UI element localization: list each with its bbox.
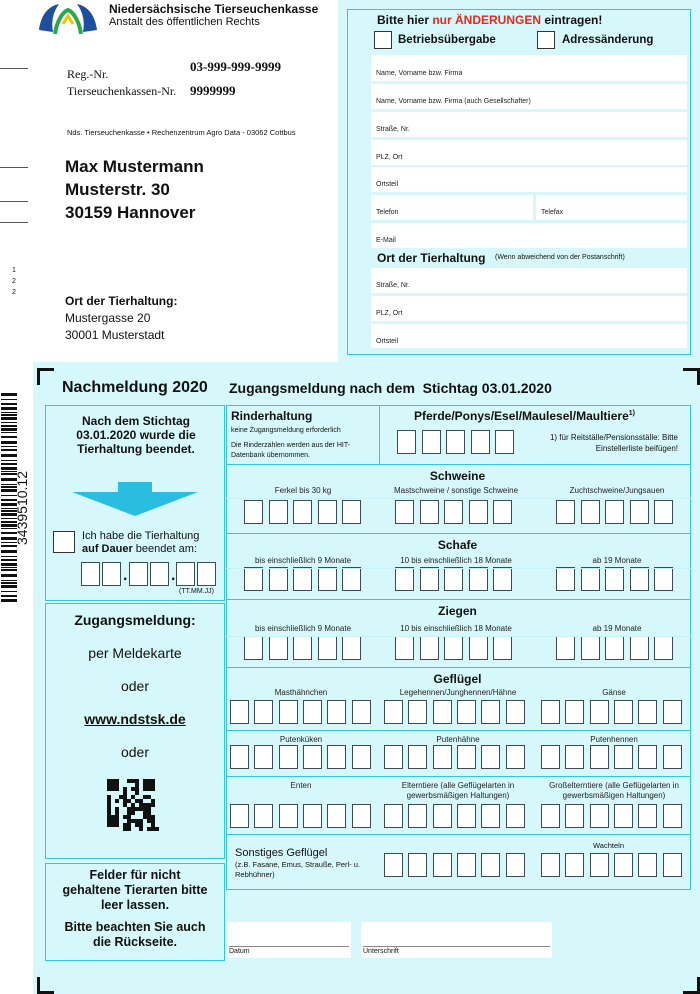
count-cell[interactable] <box>506 804 525 828</box>
reg-label: Reg.-Nr. <box>67 67 109 81</box>
margin-mark <box>0 201 28 202</box>
count-cell[interactable] <box>303 700 322 724</box>
count-cell[interactable] <box>541 804 560 828</box>
field-name-2[interactable] <box>371 84 687 109</box>
count-cell[interactable] <box>614 804 633 828</box>
divider <box>226 599 691 600</box>
divider <box>226 568 691 569</box>
count-cell[interactable] <box>638 745 657 769</box>
side-code-digit: 2 <box>12 278 16 285</box>
divider <box>226 667 691 668</box>
pferde-footnote-mark: 1) <box>628 410 635 417</box>
count-cell[interactable] <box>663 745 682 769</box>
zm-title: Zugangsmeldung: <box>74 612 196 628</box>
count-cell[interactable] <box>303 804 322 828</box>
count-cell[interactable] <box>420 500 439 524</box>
label-telefon: Telefon <box>376 209 399 216</box>
logo <box>33 0 103 37</box>
count-cell[interactable] <box>654 567 673 591</box>
count-cell[interactable] <box>433 745 452 769</box>
corner-mark <box>683 977 700 994</box>
count-cell[interactable] <box>630 636 649 660</box>
count-cell[interactable] <box>565 700 584 724</box>
divider <box>226 533 691 534</box>
barcode-number: 3439510.12 <box>14 471 30 545</box>
count-cell[interactable] <box>493 500 512 524</box>
count-cell[interactable] <box>244 636 263 660</box>
count-cell[interactable] <box>590 853 609 877</box>
count-cell[interactable] <box>663 700 682 724</box>
recipient-city: 30159 Hannover <box>65 203 196 222</box>
farm-location-title: Ort der Tierhaltung: <box>65 294 178 308</box>
column-label: ab 19 Monate <box>592 556 642 565</box>
count-cell[interactable] <box>590 745 609 769</box>
zm-line1: per Meldekarte <box>88 645 182 661</box>
label-adressaenderung: Adressänderung <box>562 34 654 46</box>
count-cell[interactable] <box>495 430 514 454</box>
rind-note2: Die Rinderzahlen werden aus der HIT-Datenbank übernommen. <box>231 442 351 459</box>
count-cell[interactable] <box>420 636 439 660</box>
count-cell[interactable] <box>244 500 263 524</box>
count-cell[interactable] <box>269 567 288 591</box>
count-cell[interactable] <box>581 567 600 591</box>
label-plz: PLZ, Ort <box>376 154 403 161</box>
side-code-digit: 2 <box>12 289 16 296</box>
column-label: ab 19 Monate <box>592 624 642 633</box>
return-address: Nds. Tierseuchenkasse • Rechenzentrum Agro Data - 03062 Cottbus <box>67 128 296 137</box>
label-name-2: Name, Vorname bzw. Firma (auch Gesellschafter) <box>376 98 531 105</box>
label-betriebsuebergabe: Betriebsübergabe <box>398 34 496 46</box>
count-cell[interactable] <box>395 567 414 591</box>
date-separator: . <box>171 567 176 584</box>
count-cell[interactable] <box>493 636 512 660</box>
count-cell[interactable] <box>342 636 361 660</box>
sonstiges-note: (z.B. Fasane, Emus, Strauße, Perl- u. Rebhühner) <box>235 860 361 879</box>
date-separator: . <box>123 567 128 584</box>
label-location-ortsteil: Ortsteil <box>376 338 399 345</box>
count-cell[interactable] <box>469 567 488 591</box>
count-cell[interactable] <box>279 700 298 724</box>
count-cell[interactable] <box>303 745 322 769</box>
count-cell[interactable] <box>327 745 346 769</box>
count-cell[interactable] <box>471 430 490 454</box>
count-cell[interactable] <box>614 745 633 769</box>
count-cell[interactable] <box>352 700 371 724</box>
count-cell[interactable] <box>269 636 288 660</box>
count-cell[interactable] <box>654 636 673 660</box>
org-name: Niedersächsische Tierseuchenkasse <box>109 2 319 16</box>
rind-title: Rinderhaltung <box>231 409 313 423</box>
count-cell[interactable] <box>352 804 371 828</box>
down-arrow-icon <box>72 482 198 521</box>
count-cell[interactable] <box>395 636 414 660</box>
column-label: bis einschließlich 9 Monate <box>254 624 352 633</box>
zm-or2: oder <box>120 744 150 760</box>
count-cell[interactable] <box>565 804 584 828</box>
count-cell[interactable] <box>444 567 463 591</box>
count-cell[interactable] <box>444 500 463 524</box>
count-cell[interactable] <box>541 700 560 724</box>
signature-label: Unterschrift <box>363 948 399 955</box>
divider <box>226 834 691 835</box>
divider <box>379 405 380 464</box>
count-cell[interactable] <box>481 804 500 828</box>
count-cell[interactable] <box>654 500 673 524</box>
count-cell[interactable] <box>408 804 427 828</box>
count-cell[interactable] <box>605 567 624 591</box>
farm-city: 30001 Musterstadt <box>65 328 165 342</box>
count-cell[interactable] <box>408 700 427 724</box>
count-cell[interactable] <box>614 700 633 724</box>
count-cell[interactable] <box>384 804 403 828</box>
count-cell[interactable] <box>352 745 371 769</box>
changes-title <box>377 13 602 27</box>
count-cell[interactable] <box>293 500 312 524</box>
farm-street: Mustergasse 20 <box>65 311 151 325</box>
reg-value: 03-999-999-9999 <box>190 59 281 74</box>
sonstiges-title: Sonstiges Geflügel <box>235 847 328 859</box>
count-cell[interactable] <box>408 745 427 769</box>
recipient-street: Musterstr. 30 <box>65 180 170 199</box>
checkbox-betriebsuebergabe[interactable] <box>374 31 392 49</box>
count-cell[interactable] <box>244 567 263 591</box>
count-cell[interactable] <box>397 430 416 454</box>
count-cell[interactable] <box>384 853 403 877</box>
count-cell[interactable] <box>230 745 249 769</box>
count-cell[interactable] <box>541 853 560 877</box>
column-label: Putenhähne <box>436 735 480 744</box>
field-location-street[interactable] <box>371 268 687 293</box>
count-cell[interactable] <box>506 745 525 769</box>
changes-title-pre: Bitte hier <box>377 13 433 27</box>
count-cell[interactable] <box>422 430 441 454</box>
count-cell[interactable] <box>318 567 337 591</box>
column-label: 10 bis einschließlich 18 Monate <box>400 556 512 565</box>
count-cell[interactable] <box>446 430 465 454</box>
signature-line <box>363 946 550 947</box>
label-location-plz: PLZ, Ort <box>376 310 403 317</box>
count-cell[interactable] <box>638 700 657 724</box>
date-cell[interactable] <box>81 562 100 586</box>
column-label: Gänse <box>602 688 626 697</box>
column-label: Großelterntiere (alle Geflügelarten in gewerbsmäßigen Haltungen) <box>549 781 679 800</box>
label-name: Name, Vorname bzw. Firma <box>376 70 463 77</box>
count-cell[interactable] <box>638 804 657 828</box>
count-cell[interactable] <box>342 500 361 524</box>
column-label: Putenhennen <box>590 735 638 744</box>
count-cell[interactable] <box>590 700 609 724</box>
label-location-street: Straße, Nr. <box>376 282 410 289</box>
count-cell[interactable] <box>481 700 500 724</box>
divider <box>226 636 691 637</box>
pferde-note: 1) für Reitställe/Pensionsställe: Bitte Einstellerliste beifügen! <box>549 433 678 453</box>
count-cell[interactable] <box>469 636 488 660</box>
zm-url-link[interactable]: www.ndstsk.de <box>84 711 186 727</box>
changes-title-highlight: nur ÄNDERUNGEN <box>432 13 542 27</box>
count-cell[interactable] <box>293 636 312 660</box>
count-cell[interactable] <box>254 745 273 769</box>
label-street: Straße, Nr. <box>376 126 410 133</box>
field-location-plz[interactable] <box>371 296 687 321</box>
column-label: Enten <box>290 781 312 790</box>
field-street[interactable] <box>371 112 687 137</box>
count-cell[interactable] <box>457 745 476 769</box>
recipient-name: Max Mustermann <box>65 157 204 176</box>
count-cell[interactable] <box>420 567 439 591</box>
date-cell[interactable] <box>102 562 121 586</box>
tsk-value: 9999999 <box>190 83 236 98</box>
date-cell[interactable] <box>150 562 169 586</box>
date-cell[interactable] <box>129 562 148 586</box>
count-cell[interactable] <box>254 804 273 828</box>
count-cell[interactable] <box>230 700 249 724</box>
count-cell[interactable] <box>541 745 560 769</box>
column-label: Legehennen/Junghennen/Hähne <box>399 688 517 697</box>
column-label: Mastschweine / sonstige Schweine <box>393 486 519 495</box>
count-cell[interactable] <box>614 853 633 877</box>
count-cell[interactable] <box>342 567 361 591</box>
column-label: Ferkel bis 30 kg <box>274 486 332 495</box>
note-backside: Bitte beachten Sie auch die Rückseite. <box>64 920 206 949</box>
location-note: (Wenn abweichend von der Postanschrift) <box>495 254 625 261</box>
field-name[interactable] <box>371 55 687 81</box>
count-cell[interactable] <box>318 500 337 524</box>
count-cell[interactable] <box>293 567 312 591</box>
field-email[interactable] <box>371 223 687 248</box>
divider <box>226 498 691 499</box>
date-cell[interactable] <box>176 562 195 586</box>
count-cell[interactable] <box>433 853 452 877</box>
org-subtitle: Anstalt des öffentlichen Rechts <box>109 16 260 28</box>
field-location-ortsteil[interactable] <box>371 324 687 348</box>
count-cell[interactable] <box>605 636 624 660</box>
ended-bold: auf Dauer <box>82 543 133 555</box>
count-cell[interactable] <box>457 700 476 724</box>
count-cell[interactable] <box>493 567 512 591</box>
field-ortsteil[interactable] <box>371 167 687 192</box>
count-cell[interactable] <box>630 567 649 591</box>
count-cell[interactable] <box>556 500 575 524</box>
count-cell[interactable] <box>565 853 584 877</box>
count-cell[interactable] <box>279 804 298 828</box>
pferde-title-text: Pferde/Ponys/Esel/Maulesel/Maultiere <box>414 409 629 423</box>
wachteln-label: Wachteln <box>593 841 624 850</box>
count-cell[interactable] <box>481 745 500 769</box>
count-cell[interactable] <box>433 804 452 828</box>
count-cell[interactable] <box>384 745 403 769</box>
margin-mark <box>0 167 28 168</box>
tsk-label: Tierseuchenkassen-Nr. <box>67 84 177 98</box>
count-cell[interactable] <box>230 804 249 828</box>
count-cell[interactable] <box>630 500 649 524</box>
count-cell[interactable] <box>457 804 476 828</box>
ended-heading: Nach dem Stichtag 03.01.2020 wurde die Tierhaltung beendet. <box>76 414 196 456</box>
pferde-title <box>414 409 635 423</box>
count-cell[interactable] <box>444 636 463 660</box>
margin-mark <box>0 222 28 223</box>
count-cell[interactable] <box>590 804 609 828</box>
zm-or1: oder <box>120 678 150 694</box>
divider <box>226 464 691 465</box>
gefluegel-title: Geflügel <box>433 672 482 686</box>
label-telefax: Telefax <box>541 209 564 216</box>
changes-title-post: eintragen! <box>541 13 603 27</box>
field-plz[interactable] <box>371 140 687 165</box>
date-format-hint: (TT.MM.JJ) <box>179 588 214 595</box>
side-code <box>12 265 16 298</box>
count-cell[interactable] <box>318 636 337 660</box>
side-code-digit: 1 <box>12 267 16 274</box>
count-cell[interactable] <box>384 700 403 724</box>
count-cell[interactable] <box>433 700 452 724</box>
count-cell[interactable] <box>408 853 427 877</box>
count-cell[interactable] <box>327 804 346 828</box>
schafe-title: Schafe <box>437 538 478 552</box>
divider <box>226 776 691 777</box>
schweine-title: Schweine <box>429 469 486 483</box>
form-title: Nachmeldung 2020 <box>62 379 208 396</box>
count-cell[interactable] <box>457 853 476 877</box>
date-line <box>229 946 349 947</box>
count-cell[interactable] <box>506 700 525 724</box>
count-cell[interactable] <box>556 567 575 591</box>
count-cell[interactable] <box>581 636 600 660</box>
checkbox-adressaenderung[interactable] <box>537 31 555 49</box>
ended-text <box>82 530 199 556</box>
checkbox-ended-permanently[interactable] <box>53 531 75 553</box>
count-cell[interactable] <box>638 853 657 877</box>
count-cell[interactable] <box>254 700 273 724</box>
ended-line1: Ich habe die Tierhaltung <box>82 530 200 542</box>
column-label: Elterntiere (alle Geflügelarten in gewerbsmäßigen Haltungen) <box>401 781 515 800</box>
count-cell[interactable] <box>481 853 500 877</box>
count-cell[interactable] <box>269 500 288 524</box>
qr-code <box>107 779 159 831</box>
corner-mark <box>37 977 54 994</box>
count-cell[interactable] <box>327 700 346 724</box>
corner-mark <box>37 368 54 385</box>
date-label: Datum <box>229 948 250 955</box>
column-label: bis einschließlich 9 Monate <box>254 556 352 565</box>
location-title: Ort der Tierhaltung <box>377 251 486 265</box>
count-cell[interactable] <box>581 500 600 524</box>
column-label: Putenküken <box>279 735 323 744</box>
count-cell[interactable] <box>663 804 682 828</box>
margin-mark <box>0 68 28 69</box>
count-cell[interactable] <box>565 745 584 769</box>
ziegen-title: Ziegen <box>438 604 477 618</box>
column-label: Masthähnchen <box>274 688 328 697</box>
count-cell[interactable] <box>556 636 575 660</box>
rind-note1: keine Zugangsmeldung erforderlich <box>231 427 341 434</box>
label-email: E-Mail <box>376 237 396 244</box>
note-empty-fields: Felder für nicht gehaltene Tierarten bitte leer lassen. <box>62 868 208 912</box>
date-cell[interactable] <box>197 562 216 586</box>
corner-mark <box>683 368 700 385</box>
divider <box>226 730 691 731</box>
column-label: 10 bis einschließlich 18 Monate <box>400 624 512 633</box>
ended-line2: beendet am: <box>132 543 197 555</box>
column-label: Zuchtschweine/Jungsauen <box>569 486 665 495</box>
count-cell[interactable] <box>663 853 682 877</box>
count-cell[interactable] <box>506 853 525 877</box>
form-subtitle: Zugangsmeldung nach dem Stichtag 03.01.2020 <box>229 380 552 396</box>
count-cell[interactable] <box>469 500 488 524</box>
count-cell[interactable] <box>395 500 414 524</box>
label-ortsteil: Ortsteil <box>376 181 399 188</box>
count-cell[interactable] <box>605 500 624 524</box>
field-telefax[interactable] <box>536 195 687 220</box>
count-cell[interactable] <box>279 745 298 769</box>
field-telefon[interactable] <box>371 195 533 220</box>
